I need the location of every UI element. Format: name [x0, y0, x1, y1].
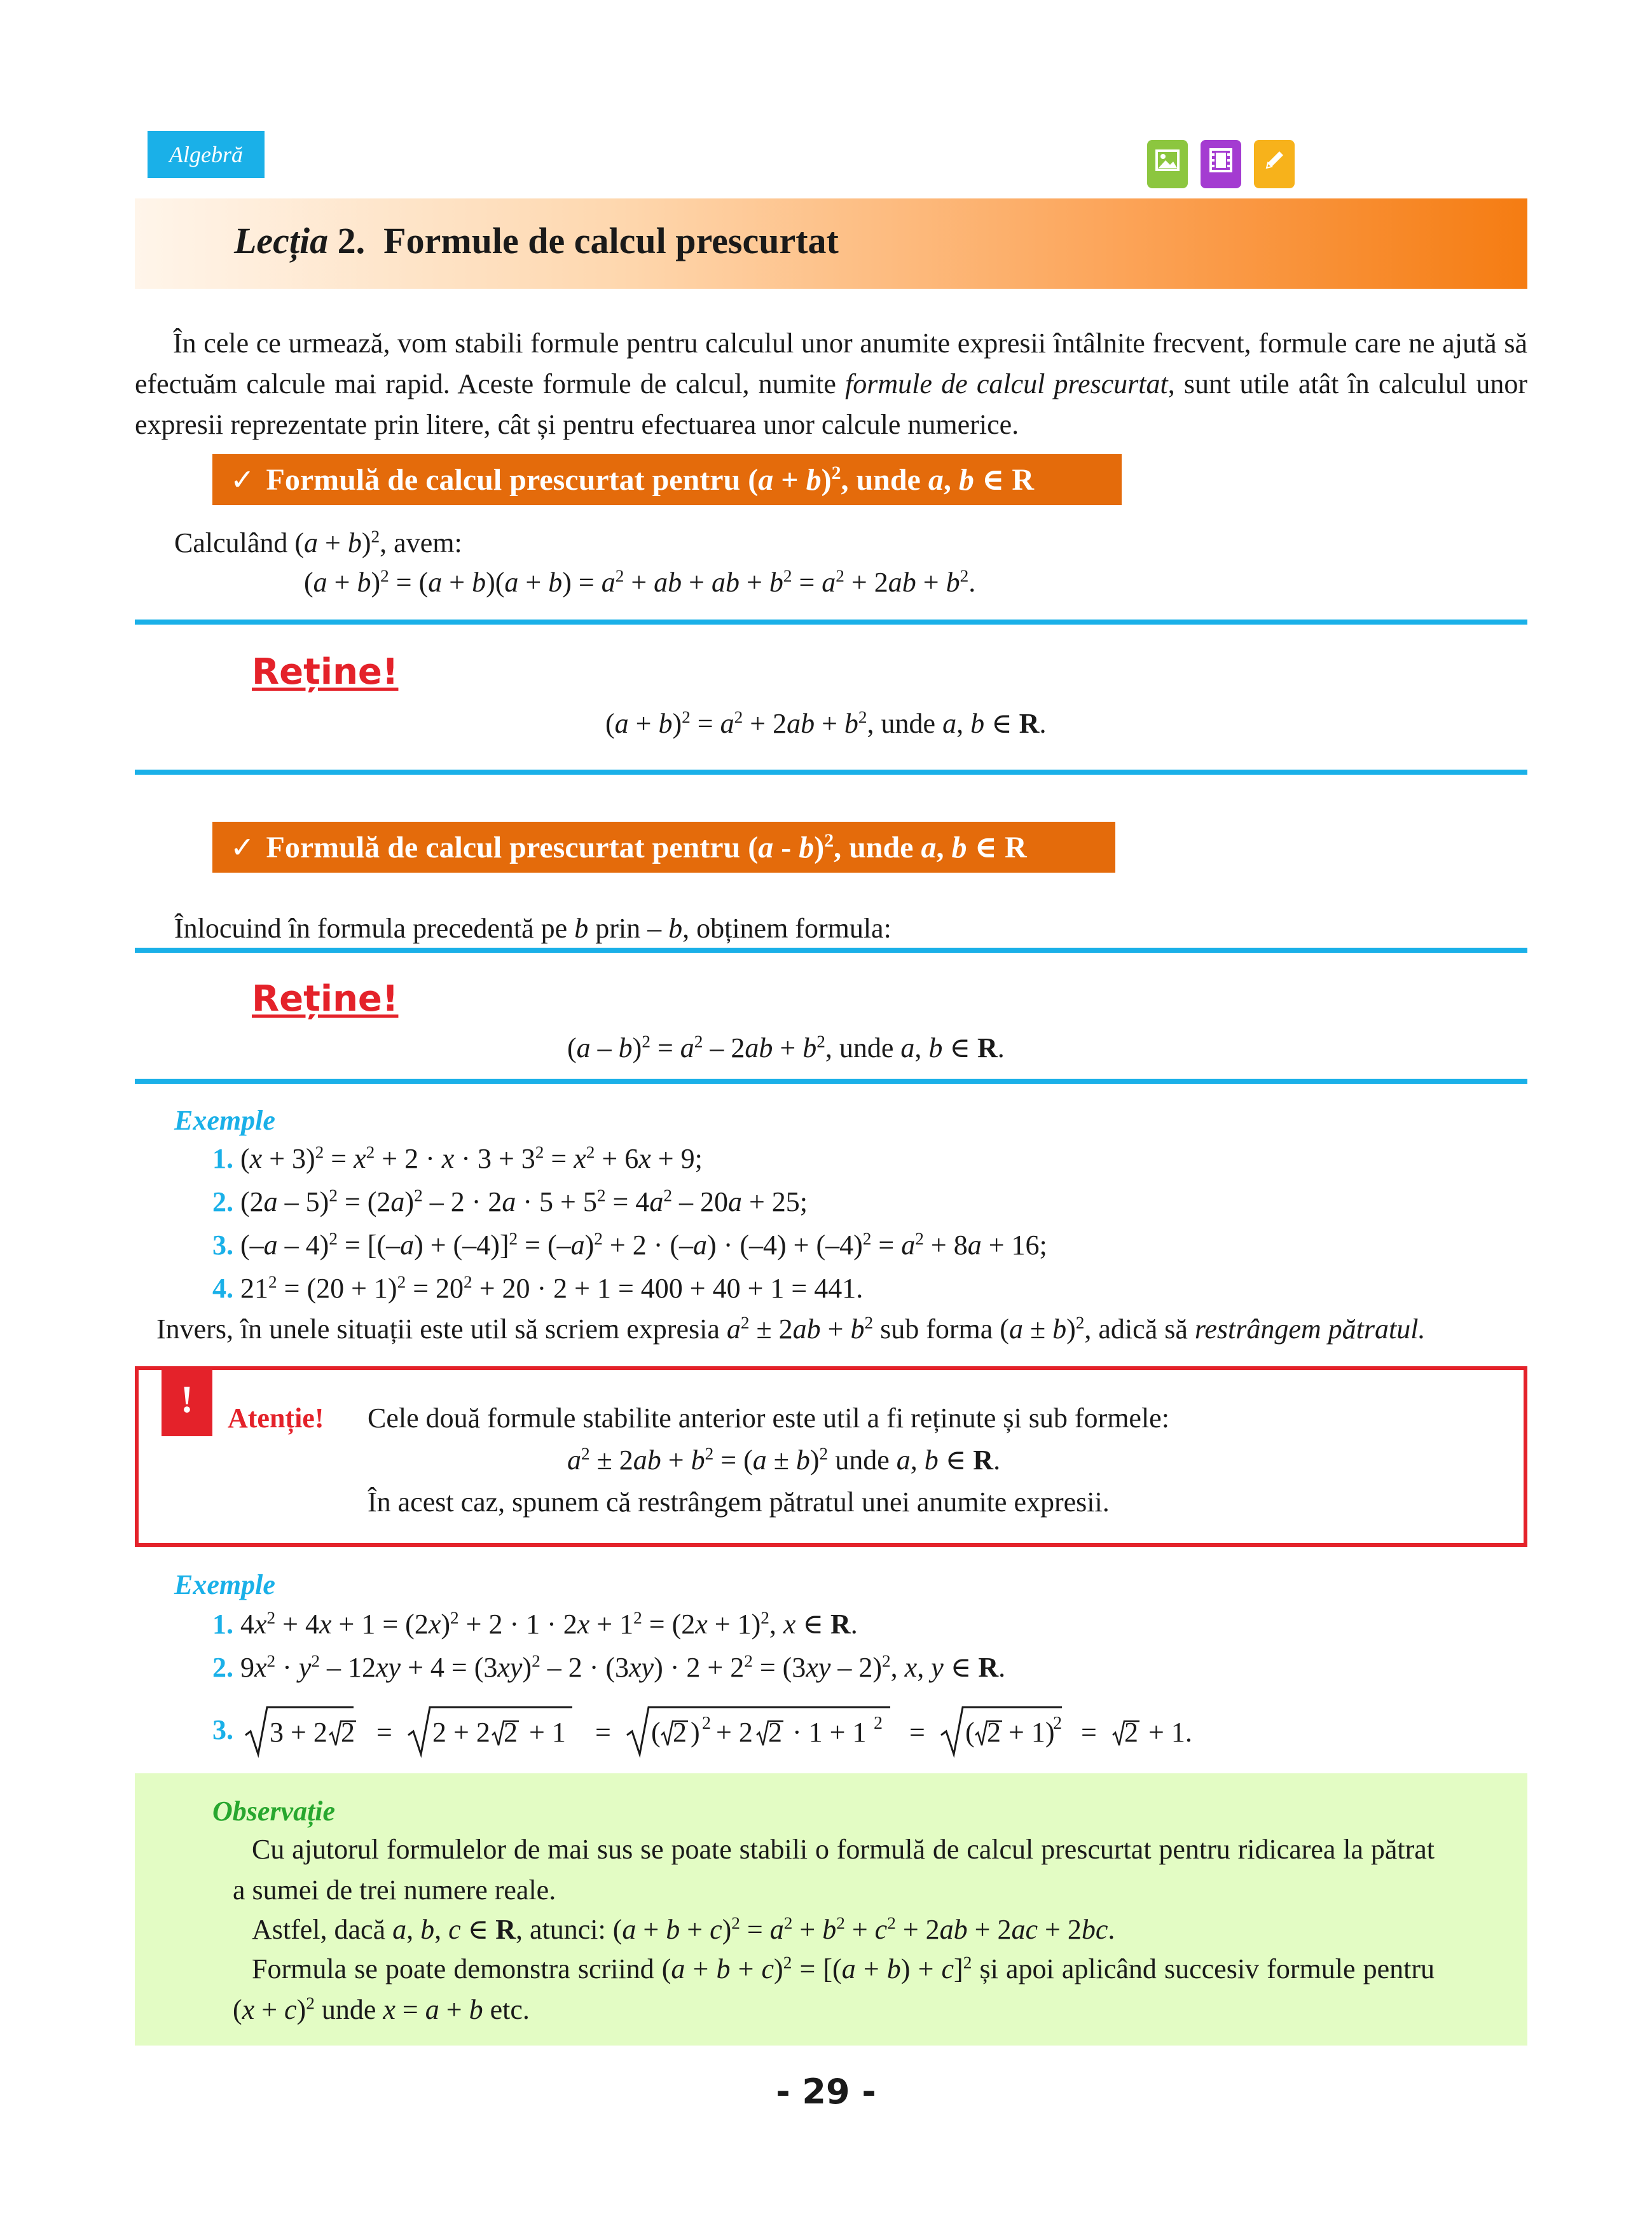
observation-line2: Astfel, dacă a, b, c ∈ R, atunci: $(a + b + c)^2 = a^2 + b^2 + c^2 + 2ab + 2ac + 2bc$.	[252, 1913, 1115, 1945]
svg-text:2: 2	[768, 1717, 782, 1748]
section1-banner: ✓ Formulă de calcul prescurtat pentru $(a + b)^2$, unde a, b ∈ R	[212, 454, 1122, 505]
exclamation-icon: !	[162, 1366, 212, 1436]
invers-line: Invers, în unele situații este util să scriem expresia $a^2 \pm 2ab + b^2$ sub forma $(a \pm b)^2$, adică să restrângem pătratul.	[156, 1313, 1426, 1345]
svg-text:2: 2	[702, 1714, 711, 1733]
divider	[135, 770, 1527, 775]
examples-heading: Exemple	[174, 1105, 275, 1136]
intro-paragraph: În cele ce urmează, vom stabili formule pentru calculul unor anumite expresii întâlnite frecvent, formule care ne ajută să efectuăm calcule mai rapid. Aceste formule de calcul, numite formule de calcul prescurtat, sunt utile atât în calculul unor expresii reprezentate prin litere, cât și pentru efectuarea unor calcule numerice.	[135, 328, 1527, 440]
divider	[135, 948, 1527, 953]
retine-label: Reține!	[252, 978, 399, 1020]
svg-text:2: 2	[874, 1714, 883, 1733]
lesson-number: 2.	[337, 220, 366, 261]
attention-label: Atenție!	[228, 1402, 324, 1434]
section2-banner: ✓ Formulă de calcul prescurtat pentru (a - b)$^2$, unde a, b ∈ R	[212, 822, 1115, 873]
svg-text:2: 2	[987, 1717, 1001, 1748]
svg-text:): )	[691, 1717, 700, 1748]
example-line: 4. $21^2 = (20 + 1)^2 = 20^2 + 20 \cdot 2 + 1 = 400 + 40 + 1 = 441$.	[212, 1272, 864, 1304]
svg-text:+ 1.: + 1.	[1148, 1717, 1192, 1748]
svg-text:+ 2: + 2	[716, 1717, 753, 1748]
examples-heading: Exemple	[174, 1569, 275, 1600]
divider	[135, 1079, 1527, 1084]
lesson-title	[234, 212, 839, 270]
svg-text:(: (	[651, 1717, 661, 1748]
observation-line3: Formula se poate demonstra scriind $(a + b + c)^2 = [(a + b) + c]^2$ și apoi aplicând succesiv formule pentru $(x + c)^2$ unde x = a + b etc.	[233, 1953, 1435, 2025]
svg-text:· 1 + 1: · 1 + 1	[792, 1717, 867, 1748]
svg-text:2: 2	[504, 1717, 518, 1748]
svg-text:=: =	[376, 1717, 392, 1748]
lesson-label: Lecția	[234, 220, 329, 261]
example-line: 2. $9x^2 \cdot y^2 - 12xy + 4 = (3xy)^2 - 2 \cdot (3xy) \cdot 2 + 2^2 = (3xy - 2)^2$, x, y ∈ R.	[212, 1651, 1006, 1683]
chapter-tag: Algebră	[148, 131, 265, 178]
check-icon: ✓	[230, 830, 255, 864]
section1-derivation: $(a + b)^2 = (a + b)(a + b) = a^2$ + ab + ab + $b^2 = a^2 + 2ab + b^2$.	[304, 566, 976, 598]
section2-replace-line: Înlocuind în formula precedentă pe b prin – b, obținem formula:	[174, 913, 891, 944]
example-line: 1. $(x + 3)^2 = x^2 + 2 \cdot x \cdot 3 + 3^2 = x^2 + 6x + 9$;	[212, 1142, 703, 1174]
example-line: 3. $(-a - 4)^2 = [(-a) + (-4)]^2 = (-a)^2 + 2 \cdot (-a) \cdot (-4) + (-4)^2 = a^2 + 8a + 16$;	[212, 1229, 1047, 1261]
example-line: 1. $4x^2 + 4x + 1 = (2x)^2 + 2 \cdot 1 \cdot 2x + 1^2 = (2x + 1)^2$, x ∈ R.	[212, 1608, 858, 1640]
svg-text:(: (	[965, 1717, 975, 1748]
svg-text:+ 1: + 1	[529, 1717, 566, 1748]
divider	[135, 620, 1527, 625]
retine2-formula: $(a - b)^2 = a^2 - 2ab + b^2$, unde a, b ∈ R.	[567, 1032, 1005, 1063]
attention-line3: În acest caz, spunem că restrângem pătratul unei anumite expresii.	[368, 1486, 1110, 1518]
svg-text:2: 2	[673, 1717, 687, 1748]
example-line: 3.	[212, 1714, 233, 1745]
attention-formula: $a^2 \pm 2ab + b^2 = (a \pm b)^2$ unde a, b ∈ R.	[567, 1444, 1001, 1476]
section1-calc-line: Calculând $(a + b)^2$, avem:	[174, 527, 462, 558]
svg-text:=: =	[1081, 1717, 1097, 1748]
pencil-icon[interactable]	[1254, 140, 1295, 188]
page-number: - 29 -	[776, 2072, 876, 2112]
film-icon[interactable]	[1201, 140, 1241, 188]
retine-label: Reține!	[252, 651, 399, 693]
observation-line1: Cu ajutorul formulelor de mai sus se poate stabili o formulă de calcul prescurtat pentru ridicarea la pătrat a sumei de trei numere reale.	[233, 1834, 1435, 1906]
radical-expression	[242, 1696, 1234, 1766]
image-icon[interactable]	[1147, 140, 1188, 188]
svg-text:2 + 2: 2 + 2	[432, 1717, 490, 1748]
svg-text:=: =	[595, 1717, 611, 1748]
svg-text:+ 1): + 1)	[1008, 1717, 1055, 1748]
svg-text:3 + 2: 3 + 2	[270, 1717, 327, 1748]
retine1-formula: $(a + b)^2 = a^2 + 2ab + b^2$, unde a, b ∈ R.	[605, 707, 1047, 739]
svg-text:=: =	[909, 1717, 925, 1748]
lesson-title-text: Formule de calcul prescurtat	[383, 220, 839, 261]
svg-text:2: 2	[1053, 1714, 1062, 1733]
svg-text:2: 2	[341, 1717, 355, 1748]
svg-text:2: 2	[1124, 1717, 1138, 1748]
example-line: 2. $(2a - 5)^2 = (2a)^2 - 2 \cdot 2a \cdot 5 + 5^2 = 4a^2 - 20a + 25$;	[212, 1186, 808, 1217]
attention-line1: Cele două formule stabilite anterior este util a fi reținute și sub formele:	[368, 1402, 1169, 1434]
check-icon: ✓	[230, 462, 255, 497]
observation-heading: Observație	[212, 1796, 336, 1827]
